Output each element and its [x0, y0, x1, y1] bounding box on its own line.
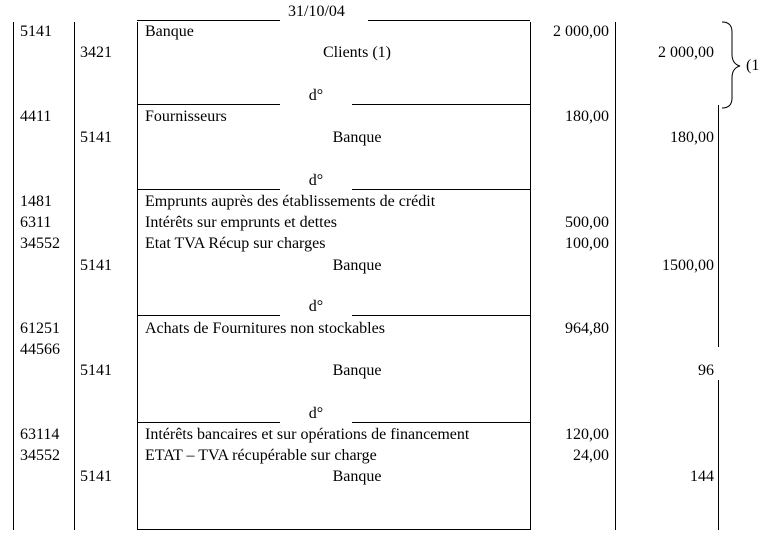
entry-label: Emprunts auprès des établissements de crédit	[145, 193, 436, 210]
entry-label: Achats de Fournitures non stockables	[145, 320, 385, 337]
debit-amount: 500,00	[565, 214, 609, 232]
debit-account-number: 6311	[20, 214, 52, 232]
separator-label: d°	[308, 405, 324, 422]
entry-label: ETAT – TVA récupérable sur charge	[145, 447, 377, 465]
debit-account-number: 34552	[20, 235, 60, 253]
credit-account-number: 5141	[80, 362, 112, 380]
entry-label: Intérêts sur emprunts et dettes	[145, 214, 337, 232]
side-note: (1	[746, 57, 759, 74]
debit-account-number: 63114	[20, 426, 60, 443]
bottom-rule	[137, 529, 531, 530]
entry-label-centered: Banque	[332, 129, 382, 147]
credit-amount-rule-lower	[718, 380, 719, 530]
debit-account-number: 5141	[20, 23, 52, 40]
credit-account-number: 3421	[80, 44, 112, 62]
credit-account-number: 5141	[80, 256, 112, 274]
separator-right-rule	[352, 104, 530, 105]
credit-amount-rule-upper	[718, 105, 719, 347]
debit-amount: 180,00	[565, 108, 609, 125]
credit-amount: 96	[698, 362, 714, 380]
entry-label-centered: Banque	[332, 362, 382, 380]
label-left-rule	[137, 22, 138, 530]
entry-label-centered: Banque	[332, 256, 382, 274]
separator-left-rule	[137, 315, 280, 316]
credit-amount: 180,00	[670, 129, 714, 147]
separator-right-rule	[352, 315, 530, 316]
entry-label: Etat TVA Récup sur charges	[145, 235, 326, 253]
debit-account-rule	[74, 22, 75, 530]
credit-amount: 2 000,00	[658, 44, 714, 62]
entry-label-centered: Clients (1)	[323, 44, 391, 62]
separator-label: d°	[308, 87, 324, 104]
debit-amount: 100,00	[565, 235, 609, 253]
debit-amount: 24,00	[573, 447, 609, 465]
entry-label-centered: Banque	[332, 468, 382, 486]
credit-account-number: 5141	[80, 468, 112, 486]
left-margin-rule	[13, 22, 14, 530]
date-right-rule	[368, 20, 530, 21]
debit-account-number: 1481	[20, 193, 52, 210]
debit-account-number: 61251	[20, 320, 60, 337]
separator-left-rule	[137, 422, 280, 423]
debit-account-number: 34552	[20, 447, 60, 465]
debit-amount: 120,00	[565, 426, 609, 443]
debit-account-number: 44566	[20, 341, 60, 359]
separator-right-rule	[352, 422, 530, 423]
credit-amount: 1500,00	[662, 256, 714, 274]
credit-account-number: 5141	[80, 129, 112, 147]
entry-label: Fournisseurs	[145, 108, 227, 125]
credit-amount: 144	[690, 468, 714, 486]
separator-label: d°	[308, 298, 324, 315]
debit-amount: 964,80	[565, 320, 609, 337]
entry-date: 31/10/04	[288, 3, 345, 20]
entry-label: Intérêts bancaires et sur opérations de financement	[145, 426, 470, 443]
separator-right-rule	[352, 189, 530, 190]
date-left-rule	[137, 20, 280, 21]
debit-amount-rule	[615, 22, 616, 530]
separator-left-rule	[137, 104, 280, 105]
debit-account-number: 4411	[20, 108, 52, 125]
entry-label: Banque	[145, 23, 194, 40]
debit-amount: 2 000,00	[553, 23, 609, 40]
separator-left-rule	[137, 189, 280, 190]
separator-label: d°	[308, 172, 324, 189]
